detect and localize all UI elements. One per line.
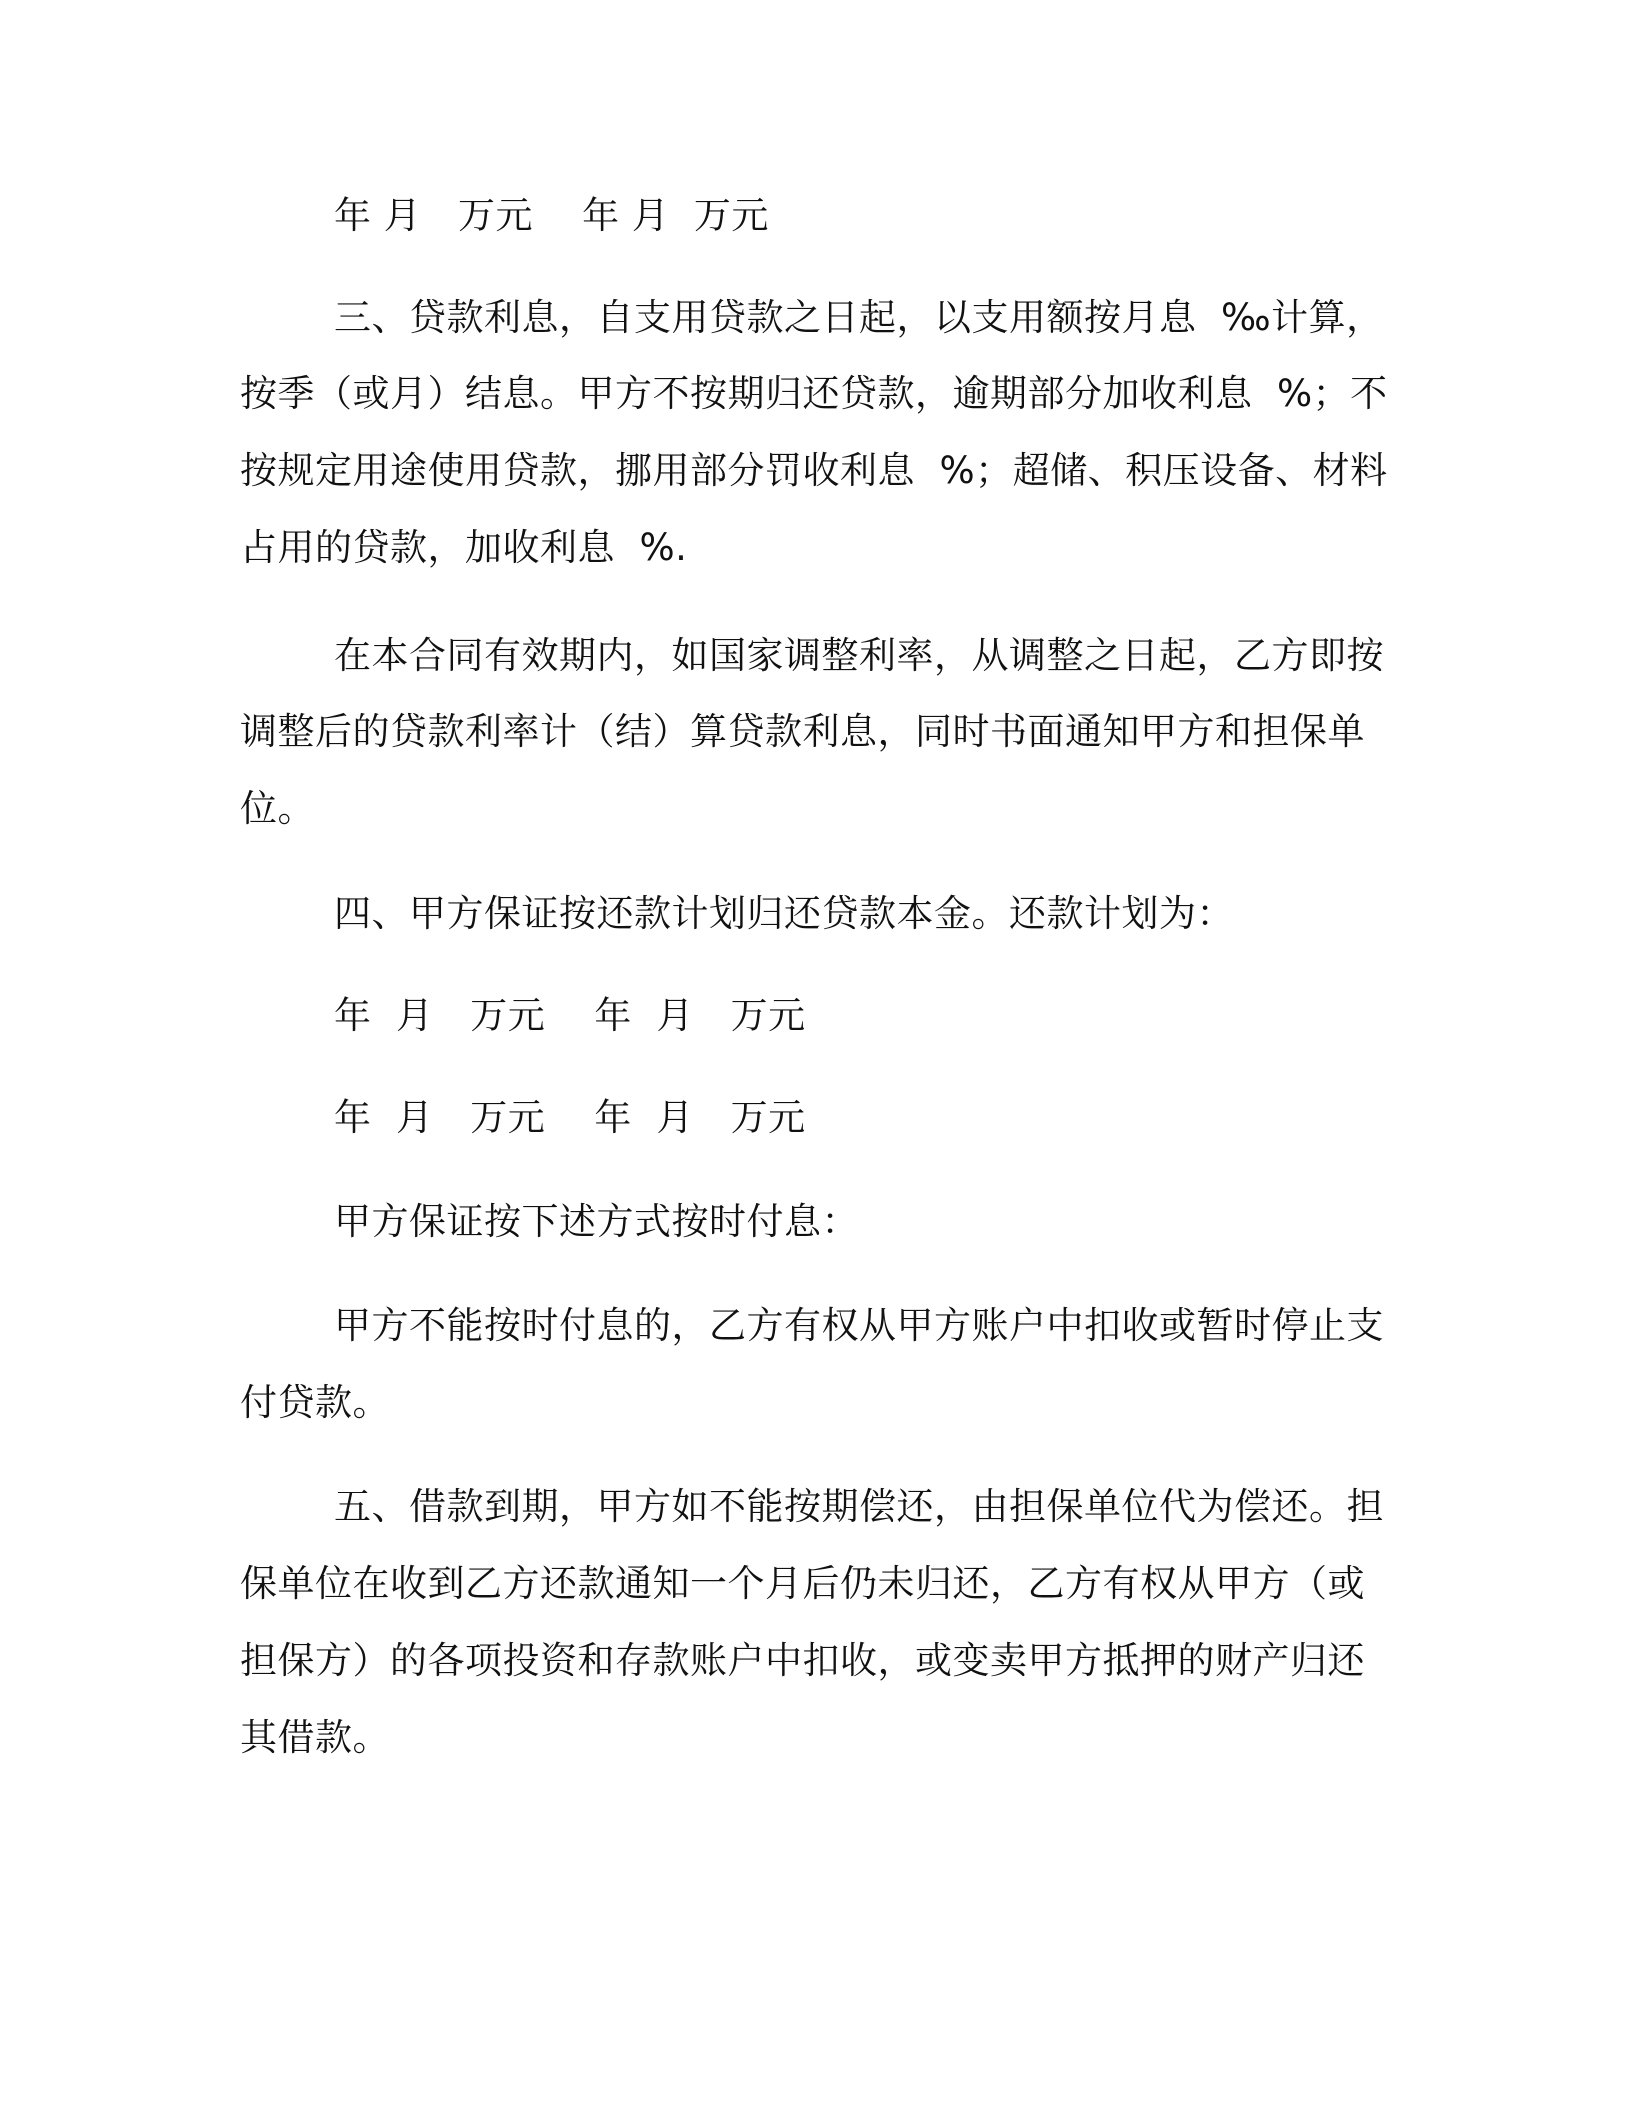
clause-3-line-2: 按季（或月）结息。甲方不按期归还贷款，逾期部分加收利息 %；不	[240, 372, 1388, 415]
late-interest-line-2: 付贷款。	[240, 1381, 390, 1424]
rate-adjustment-line-3: 位。	[240, 787, 315, 830]
clause-5-line-3: 担保方）的各项投资和存款账户中扣收，或变卖甲方抵押的财产归还	[240, 1639, 1365, 1682]
repayment-plan-line-1: 年 月 万元 年 月 万元	[334, 994, 806, 1037]
interest-method-line: 甲方保证按下述方式按时付息：	[334, 1200, 859, 1243]
repayment-plan-line-2: 年 月 万元 年 月 万元	[334, 1096, 806, 1139]
clause-5-line-4: 其借款。	[240, 1716, 390, 1759]
rate-adjustment-line-2: 调整后的贷款利率计（结）算贷款利息，同时书面通知甲方和担保单	[240, 710, 1365, 753]
late-interest-line-1: 甲方不能按时付息的，乙方有权从甲方账户中扣收或暂时停止支	[334, 1304, 1384, 1347]
clause-3-line-1: 三、贷款利息，自支用贷款之日起，以支用额按月息 ‰计算，	[334, 296, 1384, 339]
clause-3-line-3: 按规定用途使用贷款，挪用部分罚收利息 %；超储、积压设备、材料	[240, 449, 1388, 492]
rate-adjustment-line-1: 在本合同有效期内，如国家调整利率，从调整之日起，乙方即按	[334, 634, 1384, 677]
clause-5-line-1: 五、借款到期，甲方如不能按期偿还，由担保单位代为偿还。担	[334, 1485, 1384, 1528]
repayment-schedule-line-1: 年 月 万元 年 月 万元	[334, 194, 769, 237]
clause-3-line-4: 占用的贷款，加收利息 %.	[240, 526, 688, 569]
clause-4-line-1: 四、甲方保证按还款计划归还贷款本金。还款计划为：	[334, 892, 1234, 935]
clause-5-line-2: 保单位在收到乙方还款通知一个月后仍未归还，乙方有权从甲方（或	[240, 1562, 1365, 1605]
